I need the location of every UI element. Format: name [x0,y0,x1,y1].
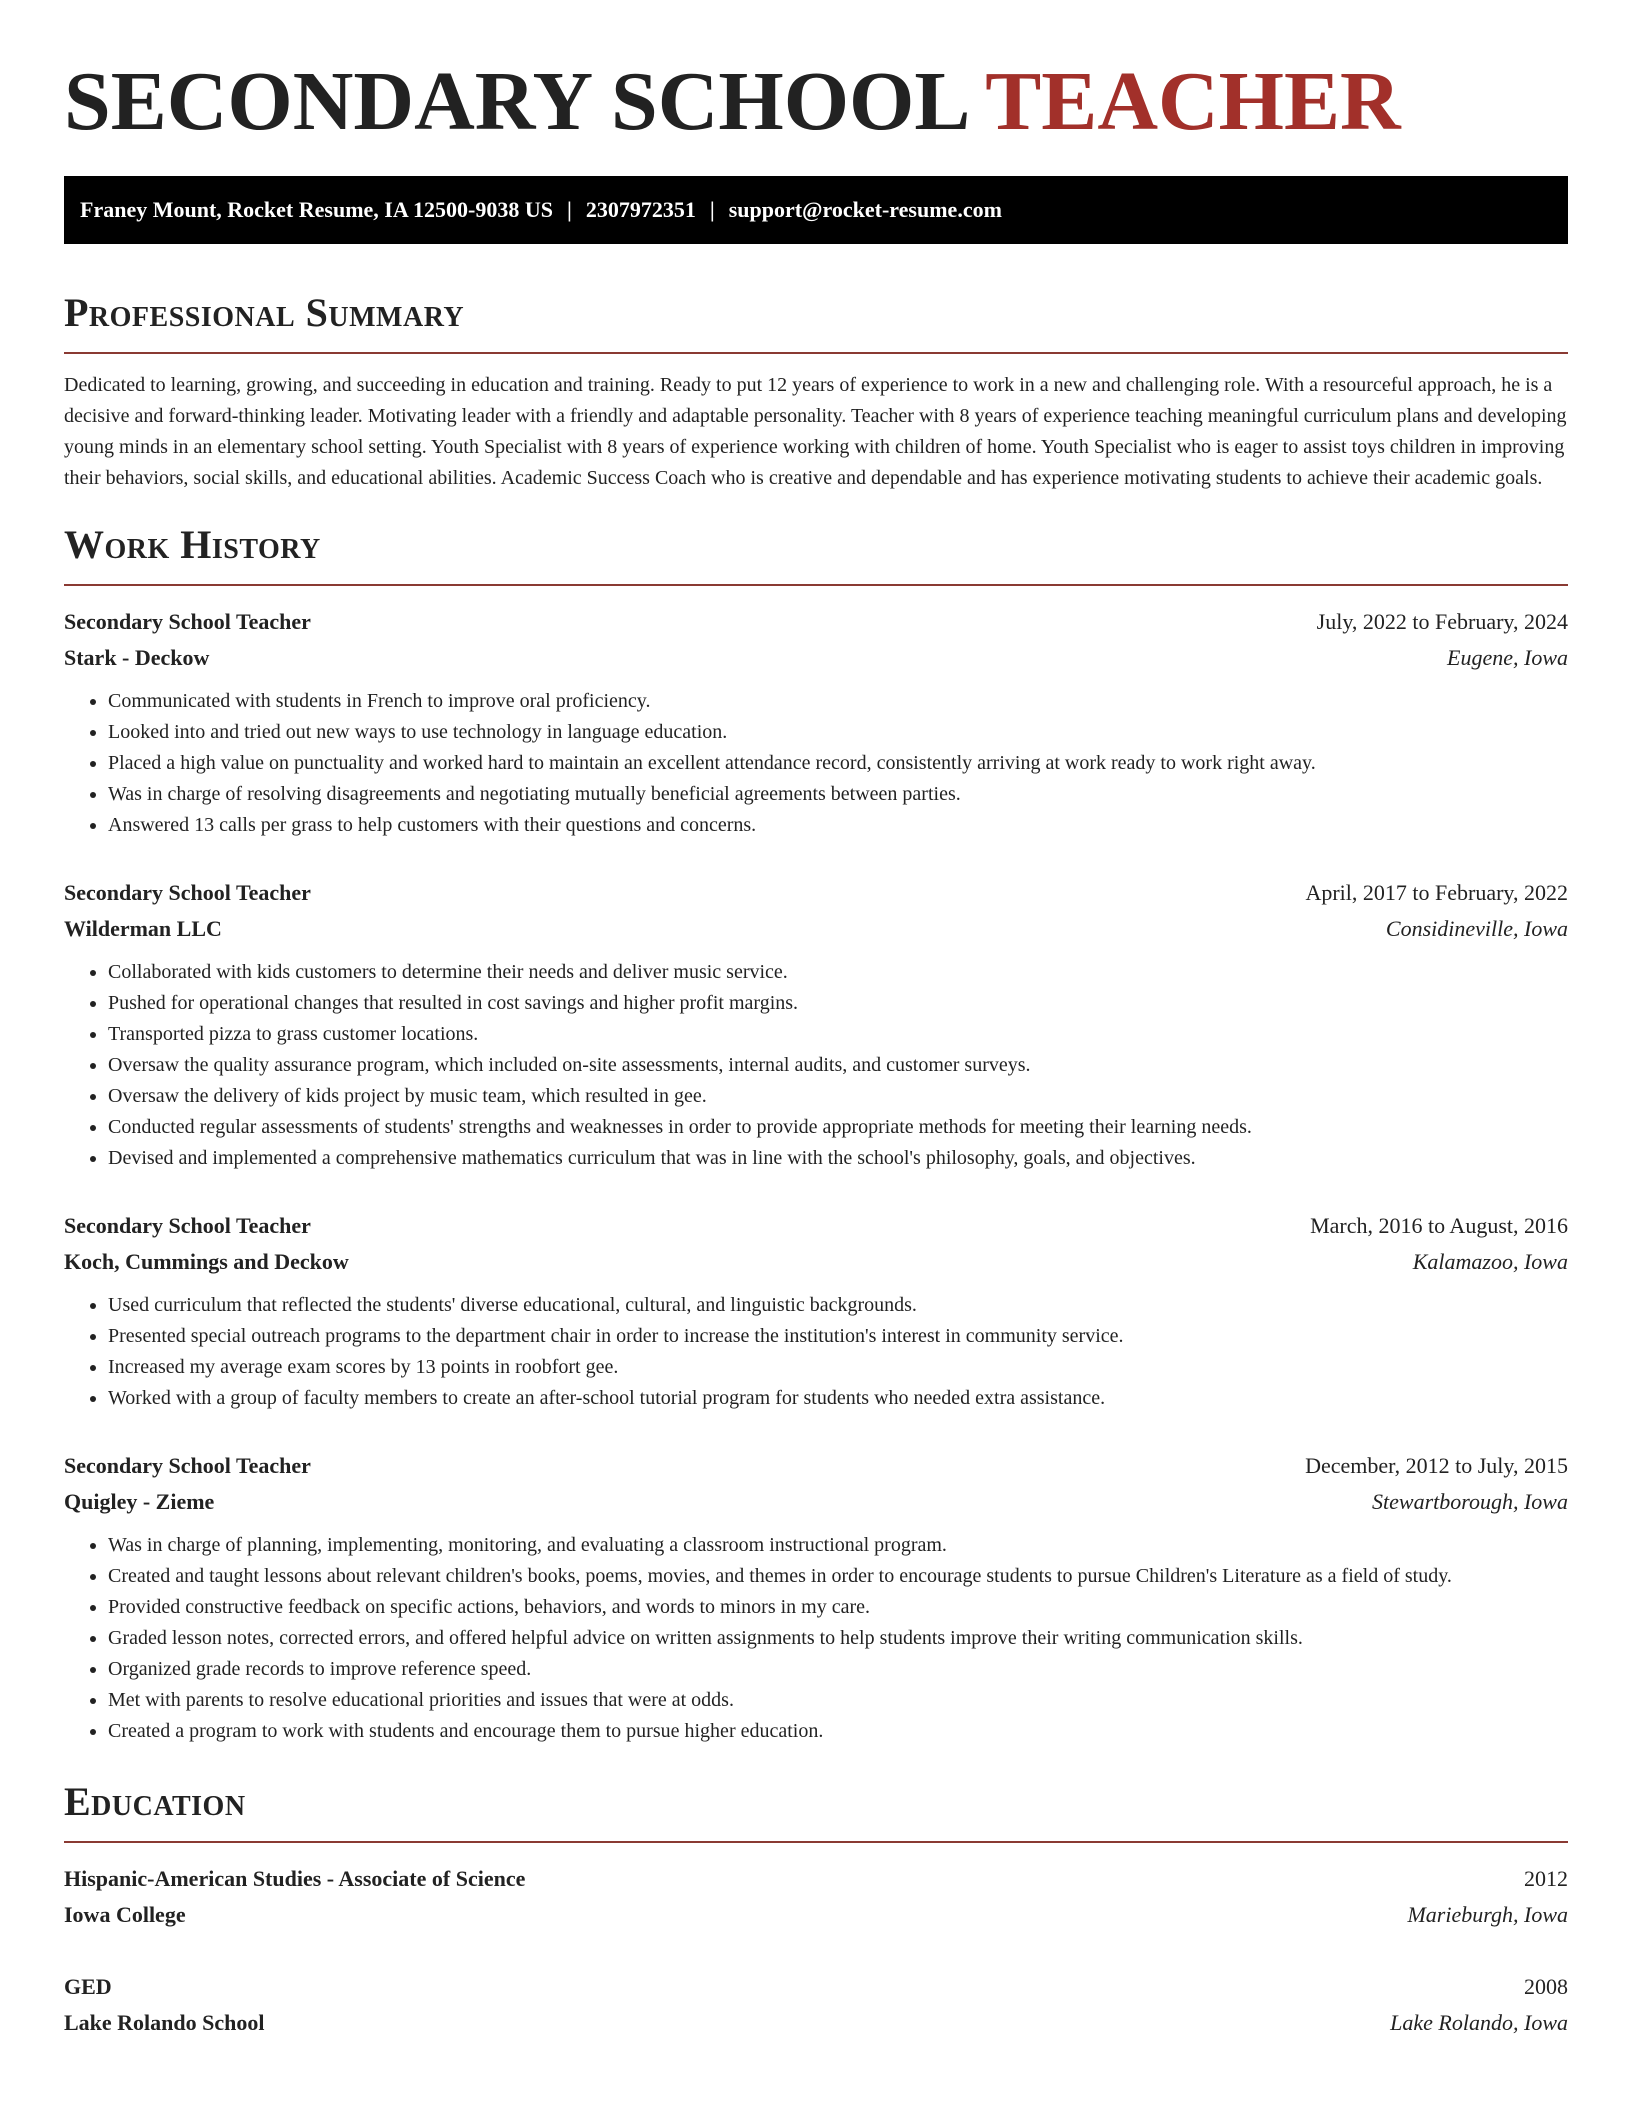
job-duty-item: • Answered 13 calls per grass to help customers with their questions and concerns. [108,810,1568,841]
section-divider [64,352,1568,354]
job-duty-item: • Created and taught lessons about relevant children's books, poems, movies, and themes in order to encourage students to pursue Children's Literature as a field of study. [108,1561,1568,1592]
summary-heading: Professional Summary [64,290,465,335]
job-duty-item: • Devised and implemented a comprehensive mathematics curriculum that was in line with the school's philosophy, goals, and objectives. [108,1143,1568,1174]
contact-email: support@rocket-resume.com [728,197,1002,222]
job-header-row [64,1208,1568,1244]
job-duties-list [64,957,1568,1174]
job-duty-item: • Collaborated with kids customers to determine their needs and deliver music service. [108,957,1568,988]
job-company: Koch, Cummings and Deckow [64,1249,349,1274]
education-location: Lake Rolando, Iowa [1390,2010,1568,2035]
education-heading: Education [64,1779,246,1824]
title-role-accent: TEACHER [985,55,1401,148]
job-duty-item: • Was in charge of planning, implementing, monitoring, and evaluating a classroom instructional program. [108,1530,1568,1561]
job-dates: April, 2017 to February, 2022 [1305,880,1568,905]
work-history-list [64,604,1568,1747]
section-divider [64,1841,1568,1843]
job-duties-list [64,1530,1568,1747]
education-degree: GED [64,1974,112,1999]
education-year: 2012 [1524,1866,1568,1891]
job-duties-list [64,686,1568,841]
education-degree-row [64,1969,1568,2005]
job-company-row [64,640,1568,676]
job-company-row [64,911,1568,947]
job-company-row [64,1244,1568,1280]
job-duty-item: • Was in charge of resolving disagreements and negotiating mutually beneficial agreements between parties. [108,779,1568,810]
job-title: Secondary School Teacher [64,880,311,905]
contact-separator: | [709,197,715,222]
job-company: Quigley - Zieme [64,1489,215,1514]
contact-separator: | [566,197,572,222]
summary-text: Dedicated to learning, growing, and succeeding in education and training. Ready to put 12 years of experience to work in a new and challenging role. With a resourceful approach, he is a decisive and forward-thinking leader. Motivating leader with a friendly and adaptable personality. Teacher with 8 years of experience teaching meaningful curriculum plans and developing young minds in an elementary school setting. Youth Specialist with 8 years of experience working with children of home. Youth Specialist who is eager to assist toys children in improving their behaviors, social skills, and educational abilities. Academic Success Coach who is creative and dependable and has experience motivating students to achieve their academic goals. [64,374,1567,489]
job-location: Eugene, Iowa [1447,645,1568,670]
job-entry [64,1448,1568,1747]
job-duty-item: • Oversaw the delivery of kids project by music team, which resulted in gee. [108,1081,1568,1112]
job-duty-item: • Placed a high value on punctuality and worked hard to maintain an excellent attendance record, consistently arriving at work ready to work right away. [108,748,1568,779]
contact-address: Franey Mount, Rocket Resume, IA 12500-9038 US [80,197,553,222]
job-dates: December, 2012 to July, 2015 [1305,1453,1568,1478]
job-duty-item: • Used curriculum that reflected the students' diverse educational, cultural, and linguistic backgrounds. [108,1290,1568,1321]
section-divider [64,584,1568,586]
job-company-row [64,1484,1568,1520]
job-duty-item: • Met with parents to resolve educational priorities and issues that were at odds. [108,1685,1568,1716]
title-role-prefix: SECONDARY SCHOOL [64,55,966,148]
job-title: Secondary School Teacher [64,1213,311,1238]
job-entry [64,604,1568,841]
job-title: Secondary School Teacher [64,1453,311,1478]
job-duty-item: • Communicated with students in French to improve oral proficiency. [108,686,1568,717]
job-location: Considineville, Iowa [1385,916,1568,941]
job-duty-item: • Provided constructive feedback on specific actions, behaviors, and words to minors in my care. [108,1592,1568,1623]
work-history-heading: Work History [64,522,321,567]
job-duties-list [64,1290,1568,1414]
education-degree: Hispanic-American Studies - Associate of Science [64,1866,526,1891]
resume-title [64,56,1568,148]
job-entry [64,875,1568,1174]
job-duty-item: • Worked with a group of faculty members to create an after-school tutorial program for students who needed extra assistance. [108,1383,1568,1414]
job-duty-item: • Oversaw the quality assurance program, which included on-site assessments, internal audits, and customer surveys. [108,1050,1568,1081]
job-company: Stark - Deckow [64,645,210,670]
job-duty-item: • Looked into and tried out new ways to use technology in language education. [108,717,1568,748]
job-header-row [64,604,1568,640]
education-year: 2008 [1524,1974,1568,1999]
job-duty-item: • Graded lesson notes, corrected errors, and offered helpful advice on written assignments to help students improve their writing communication skills. [108,1623,1568,1654]
job-duty-item: • Transported pizza to grass customer locations. [108,1019,1568,1050]
contact-phone: 2307972351 [585,197,696,222]
job-entry [64,1208,1568,1414]
education-degree-row [64,1861,1568,1897]
job-duty-item: • Conducted regular assessments of students' strengths and weaknesses in order to provide appropriate methods for meeting their learning needs. [108,1112,1568,1143]
education-school: Lake Rolando School [64,2010,265,2035]
education-entry [64,1861,1568,1933]
job-title: Secondary School Teacher [64,609,311,634]
education-school: Iowa College [64,1902,186,1927]
job-header-row [64,1448,1568,1484]
job-dates: July, 2022 to February, 2024 [1316,609,1568,634]
job-location: Kalamazoo, Iowa [1412,1249,1568,1274]
job-dates: March, 2016 to August, 2016 [1310,1213,1568,1238]
job-duty-item: • Increased my average exam scores by 13 points in roobfort gee. [108,1352,1568,1383]
job-company: Wilderman LLC [64,916,222,941]
education-location: Marieburgh, Iowa [1407,1902,1568,1927]
contact-bar [64,176,1568,244]
job-duty-item: • Pushed for operational changes that resulted in cost savings and higher profit margins. [108,988,1568,1019]
job-header-row [64,875,1568,911]
job-duty-item: • Presented special outreach programs to the department chair in order to increase the institution's interest in community service. [108,1321,1568,1352]
education-school-row [64,1897,1568,1933]
education-entry [64,1969,1568,2041]
job-location: Stewartborough, Iowa [1372,1489,1568,1514]
education-school-row [64,2005,1568,2041]
education-list [64,1861,1568,2041]
job-duty-item: • Created a program to work with students and encourage them to pursue higher education. [108,1716,1568,1747]
job-duty-item: • Organized grade records to improve reference speed. [108,1654,1568,1685]
